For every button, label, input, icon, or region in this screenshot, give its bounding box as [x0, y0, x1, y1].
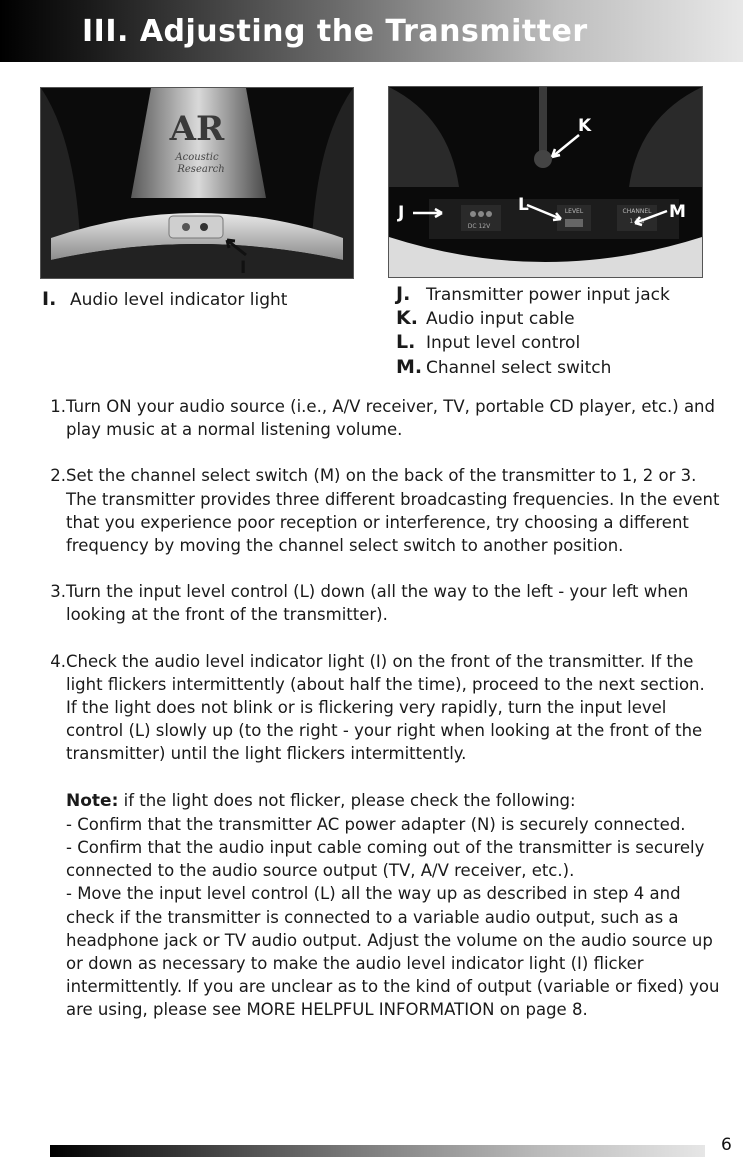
step-text: Turn the input level control (L) down (all the way to the left - your left when looking at the front of the transmitter).: [66, 582, 689, 625]
caption-j: [396, 283, 670, 305]
transmitter-back-photo: [388, 86, 703, 278]
caption-j-text: Transmitter power input jack: [426, 285, 670, 305]
step-item: [30, 650, 720, 766]
page-number: 6: [721, 1135, 732, 1155]
caption-l-letter: L.: [396, 331, 416, 353]
step-text: Set the channel select switch (M) on the back of the transmitter to 1, 2 or 3. The transmitter provides three different broadcasting frequencies. In the event that you experience poor reception or interference, try choosing a different frequency by moving the channel select switch to another position.: [66, 466, 720, 556]
callout-label-i: I: [240, 258, 247, 278]
caption-m: [396, 356, 611, 378]
step-number: 3.: [50, 582, 66, 602]
note-block: [66, 789, 720, 1022]
page-title: III. Adjusting the Transmitter: [82, 14, 588, 49]
svg-text:LEVEL: LEVEL: [564, 208, 584, 215]
caption-i-letter: I.: [42, 288, 57, 310]
footer-bar: [50, 1145, 705, 1157]
callout-label-j: J: [398, 203, 405, 223]
step-item: [30, 464, 720, 557]
svg-text:CHANNEL: CHANNEL: [622, 208, 652, 215]
callout-label-l: L: [518, 195, 529, 215]
note-heading-line: [66, 789, 720, 813]
note-item: - Move the input level control (L) all the way up as described in step 4 and check if the transmitter is connected to a variable audio output, such as a headphone jack or TV audio output. Adjust the volume on the audio source up or down as necessary to make the audio level indicator light (I) flicker intermittently. If you are unclear as to the kind of output (variable or fixed) you are using, please see MORE HELPFUL INFORMATION on page 8.: [66, 884, 720, 1020]
caption-m-letter: M.: [396, 356, 423, 378]
step-number: 4.: [50, 651, 66, 671]
svg-text:AR: AR: [169, 109, 225, 149]
callout-label-k: K: [578, 116, 592, 136]
note-item: - Confirm that the transmitter AC power adapter (N) is securely connected.: [66, 814, 686, 834]
page-header-bar: [0, 0, 743, 62]
step-text: Turn ON your audio source (i.e., A/V receiver, TV, portable CD player, etc.) and play music at a normal listening volume.: [66, 397, 715, 440]
svg-text:1 2 3: 1 2 3: [629, 218, 645, 225]
caption-k-text: Audio input cable: [426, 309, 575, 329]
note-item: - Confirm that the audio input cable coming out of the transmitter is securely connected to the audio source output (TV, A/V receiver, etc.).: [66, 838, 705, 881]
caption-k: [396, 307, 575, 329]
transmitter-front-photo: [40, 87, 354, 279]
step-item: [30, 580, 720, 626]
note-title: Note:: [66, 790, 119, 811]
step-text: Check the audio level indicator light (I) on the front of the transmitter. If the light flickers intermittently (about half the time), proceed to the next section. If the light does not blink or is flickering very rapidly, turn the input level control (L) slowly up (to the right - your right when looking at the front of the transmitter) until the light flickers intermittently.: [66, 651, 705, 764]
svg-text:DC 12V: DC 12V: [467, 223, 491, 230]
caption-m-text: Channel select switch: [426, 358, 612, 378]
svg-text:Research: Research: [177, 164, 225, 175]
caption-i-text: Audio level indicator light: [70, 290, 288, 310]
step-item: [30, 395, 720, 441]
caption-i: [42, 288, 287, 310]
caption-l: [396, 331, 580, 353]
caption-j-letter: J.: [396, 283, 411, 305]
svg-text:Acoustic: Acoustic: [175, 152, 219, 163]
instruction-steps: [30, 395, 720, 1022]
step-number: 2.: [50, 466, 66, 486]
step-number: 1.: [50, 397, 66, 416]
note-intro: if the light does not flicker, please check the following:: [118, 790, 576, 810]
caption-k-letter: K.: [396, 307, 418, 329]
caption-l-text: Input level control: [426, 333, 581, 353]
callout-label-m: M: [669, 202, 686, 222]
